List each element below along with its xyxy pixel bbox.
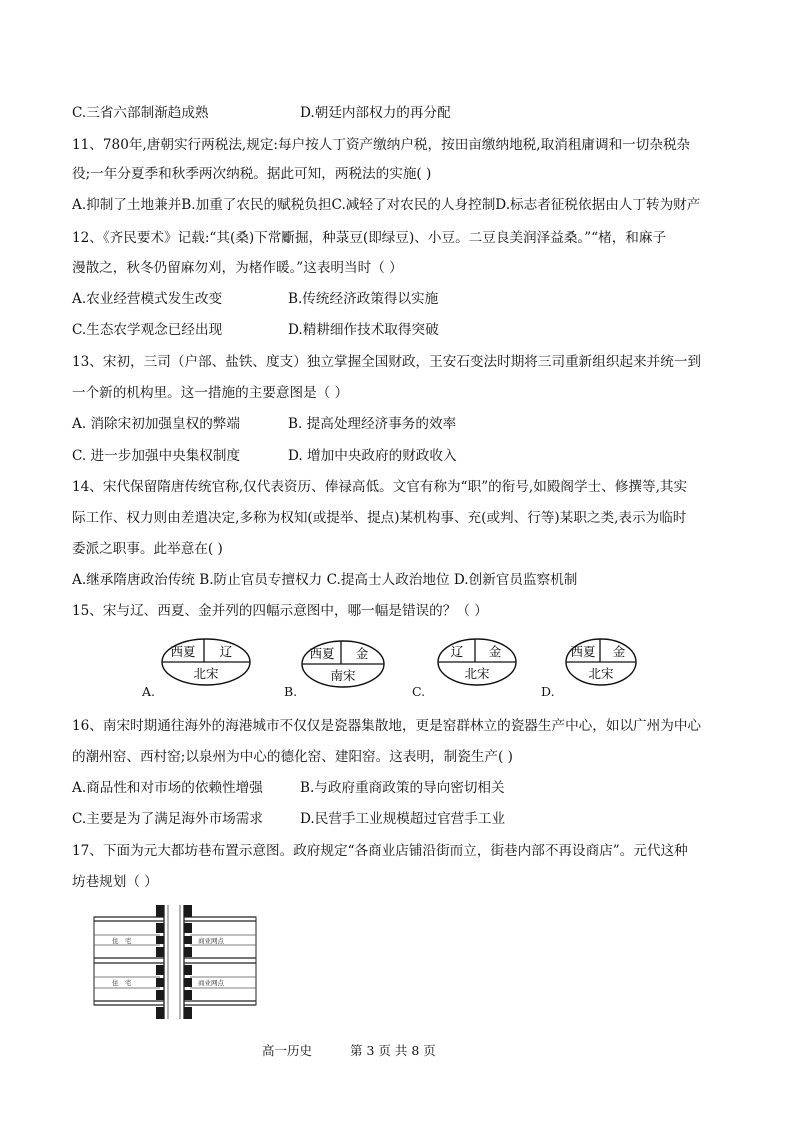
q15-c-letter: C.	[412, 684, 426, 699]
q17-stem-line2: 坊巷规划（ ）	[72, 874, 158, 890]
q11-stem-line2: 役;一年分夏季和秋季两次纳税。据此可知，两税法的实施( )	[72, 166, 432, 182]
q12-option-d: D.精耕细作技术取得突破	[288, 322, 439, 338]
q15-c-top-left: 辽	[450, 644, 464, 659]
vertical-street	[164, 905, 184, 1019]
map-label-residential-bottom: 住 宅	[112, 979, 132, 987]
q11-stem-line1: 11、780年,唐朝实行两税法,规定:每户按人丁资产缴纳户税，按田亩缴纳地税,取消租庸调和一切杂税杂	[72, 137, 691, 153]
q16-option-d: D.民营手工业规模超过官营手工业	[300, 811, 506, 827]
q12-stem-line1: 12、《齐民要术》记载:“其(桑)下常斸掘，种菉豆(即绿豆)、小豆。二豆良美润泽益桑。”“楮，和麻子	[72, 230, 667, 246]
q11-options: A.抑制了土地兼并B.加重了农民的赋税负担C.减轻了对农民的人身控制D.标志者征税依据由人丁转为财产	[72, 197, 701, 213]
q12-stem-line2: 漫散之，秋冬仍留麻勿刈，为楮作暖。”这表明当时（ ）	[72, 260, 403, 276]
q15-b-top-right: 金	[355, 646, 369, 661]
q13-stem-line2: 一个新的机构里。这一措施的主要意图是（ ）	[72, 385, 349, 401]
q15-a-letter: A.	[142, 684, 156, 699]
q10-option-d: D.朝廷内部权力的再分配	[300, 105, 451, 121]
q15-diagram-d	[564, 637, 638, 687]
q15-d-top-right: 金	[612, 644, 626, 659]
q15-a-top-right: 辽	[219, 644, 233, 659]
q15-a-bottom: 北宋	[193, 666, 219, 681]
q16-stem-line2: 的潮州窑、西村窑;以泉州为中心的德化窑、建阳窑。这表明，制瓷生产( )	[72, 749, 513, 765]
q15-diagram-c	[436, 637, 518, 687]
q15-b-top-left: 西夏	[309, 646, 335, 661]
q15-diagram-a	[160, 637, 252, 687]
q12-option-b: B.传统经济政策得以实施	[288, 291, 439, 307]
footer-page-info: 第 3 页 共 8 页	[350, 1043, 436, 1058]
q15-c-top-right: 金	[488, 644, 502, 659]
q15-d-top-left: 西夏	[570, 644, 596, 659]
q17-street-map	[90, 905, 260, 1019]
q14-stem-line2: 际工作、权力则由差遣决定,多称为权知(或提举、提点)某机构事、充(或判、行等)某职之类,表示为临时	[72, 510, 687, 526]
q10-option-c: C.三省六部制渐趋成熟	[72, 105, 209, 121]
q13-option-a: A. 消除宋初加强皇权的弊端	[72, 416, 240, 432]
q14-stem-line3: 委派之职事。此举意在( )	[72, 541, 223, 557]
footer-subject: 高一历史	[262, 1043, 313, 1058]
q15-stem-line1: 15、宋与辽、西夏、金并列的四幅示意图中，哪一幅是错误的？（ ）	[72, 603, 488, 619]
q16-stem-line1: 16、南宋时期通往海外的海港城市不仅仅是瓷器集散地，更是窑群林立的瓷器生产中心，如以广州为中心	[72, 718, 702, 734]
q14-options: A.继承隋唐政治传统 B.防止官员专擅权力 C.提高士人政治地位 D.创新官员监察机制	[72, 572, 578, 588]
map-label-residential-top: 住 宅	[112, 937, 132, 945]
q13-stem-line1: 13、宋初，三司（户部、盐铁、度支）独立掌握全国财政，王安石变法时期将三司重新组织起来并统一到	[72, 354, 702, 370]
q16-option-a: A.商品性和对市场的依赖性增强	[72, 780, 263, 796]
q15-d-bottom: 北宋	[588, 666, 614, 681]
q13-option-d: D. 增加中央政府的财政收入	[288, 448, 457, 464]
map-label-shops-bottom: 商业网点	[198, 979, 224, 987]
q13-option-c: C. 进一步加强中央集权制度	[72, 448, 241, 464]
q12-option-a: A.农业经营模式发生改变	[72, 291, 223, 307]
q15-b-letter: B.	[284, 684, 298, 699]
q16-option-c: C.主要是为了满足海外市场需求	[72, 811, 263, 827]
q15-b-bottom: 南宋	[330, 668, 356, 683]
q17-stem-line1: 17、下面为元大都坊巷布置示意图。政府规定“各商业店铺沿街而立，街巷内部不再设商店”。元代这种	[72, 843, 688, 859]
q13-option-b: B. 提高处理经济事务的效率	[288, 416, 457, 432]
map-label-shops-top: 商业网点	[198, 937, 224, 945]
q15-d-letter: D.	[541, 684, 555, 699]
q16-option-b: B.与政府重商政策的导向密切相关	[300, 780, 505, 796]
q15-c-bottom: 北宋	[464, 666, 490, 681]
q15-a-top-left: 西夏	[170, 644, 196, 659]
q14-stem-line1: 14、宋代保留隋唐传统官称,仅代表资历、俸禄高低。文官有称为“职”的衔号,如殿阁学士、修撰等,其实	[72, 479, 688, 495]
q12-option-c: C.生态农学观念已经出现	[72, 322, 223, 338]
q15-diagram-b	[300, 639, 386, 689]
